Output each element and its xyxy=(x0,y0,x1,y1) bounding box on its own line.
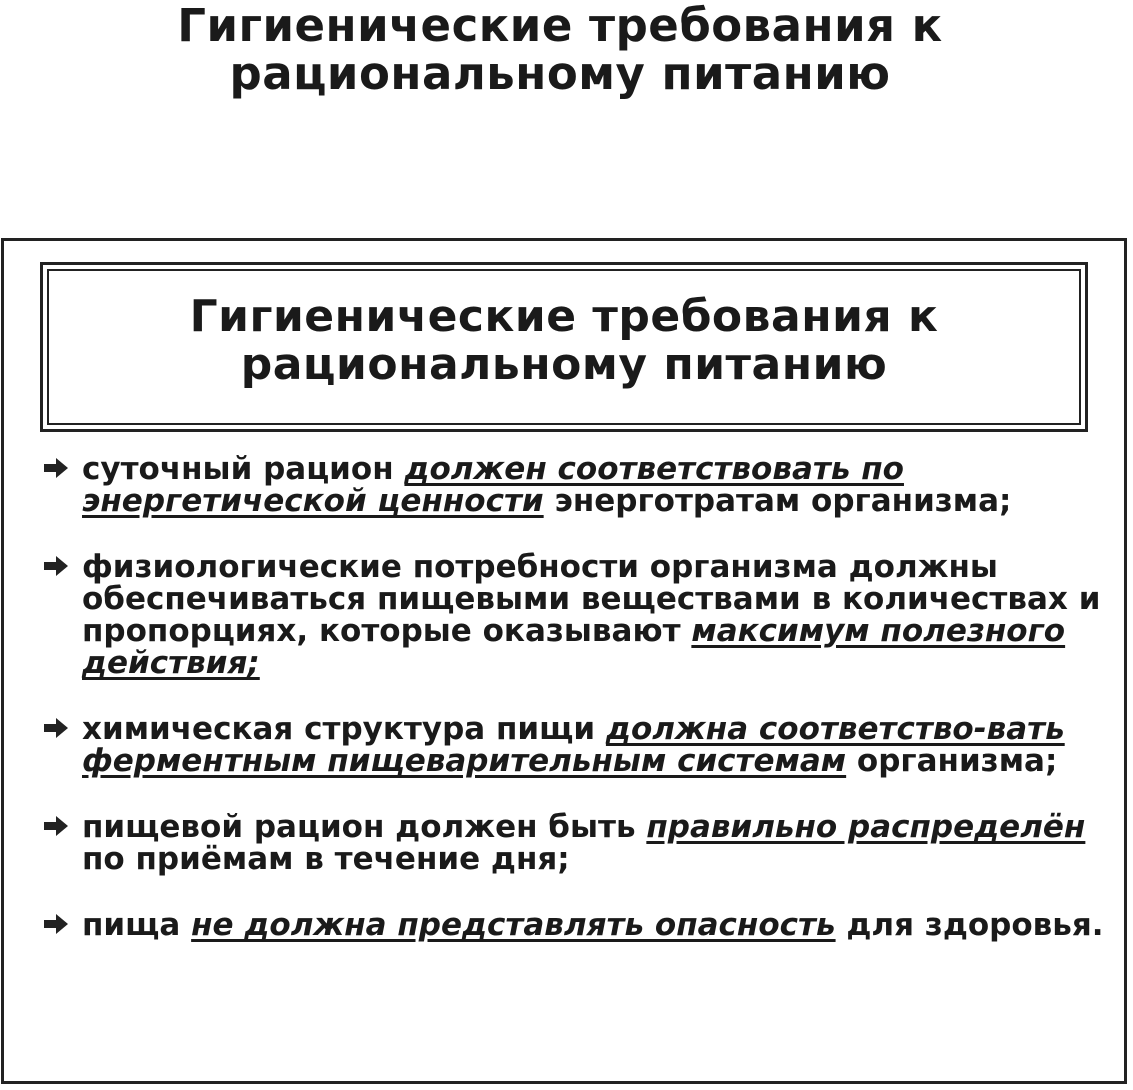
emphasized-text: не должна представлять опасность xyxy=(191,907,836,943)
item-text: энерготратам организма; xyxy=(543,483,1012,519)
slide-heading-line-1: Гигиенические требования к xyxy=(189,291,939,342)
requirements-list xyxy=(40,453,1120,975)
page-title-line-1: Гигиенические требования к xyxy=(177,0,943,52)
item-text: физиологические потребности организма должны обеспечиваться пищевыми веществами в количествах и пропорциях, которые оказывают xyxy=(82,549,1101,649)
emphasized-text: должна соответство-вать ферментным пищеварительным системам xyxy=(82,711,1065,779)
item-text: пищевой рацион должен быть xyxy=(82,809,647,845)
item-text: суточный рацион xyxy=(82,451,405,487)
item-text: по приёмам в течение дня; xyxy=(82,841,570,877)
emphasized-text: максимум полезного действия; xyxy=(82,613,1066,681)
slide-heading xyxy=(43,293,1085,389)
item-text: пища xyxy=(82,907,192,943)
item-text: организма; xyxy=(846,743,1058,779)
list-item xyxy=(40,453,1120,517)
emphasized-text: правильно распределён xyxy=(646,809,1086,845)
list-item xyxy=(40,811,1120,875)
list-item xyxy=(40,551,1120,679)
item-text: для здоровья. xyxy=(835,907,1104,943)
slide-header-box xyxy=(40,262,1088,432)
arrow-right-icon xyxy=(42,912,70,936)
arrow-right-icon xyxy=(42,814,70,838)
page-title-line-2: рациональному питанию xyxy=(229,47,891,100)
list-item xyxy=(40,713,1120,777)
arrow-right-icon xyxy=(42,456,70,480)
emphasized-text: должен соответствовать по энергетической ценности xyxy=(82,451,904,519)
arrow-right-icon xyxy=(42,716,70,740)
arrow-right-icon xyxy=(42,554,70,578)
slide-heading-line-2: рациональному питанию xyxy=(240,339,888,390)
slide-frame xyxy=(1,238,1127,1084)
item-text: химическая структура пищи xyxy=(82,711,606,747)
page-title xyxy=(70,2,1050,98)
list-item xyxy=(40,909,1120,941)
